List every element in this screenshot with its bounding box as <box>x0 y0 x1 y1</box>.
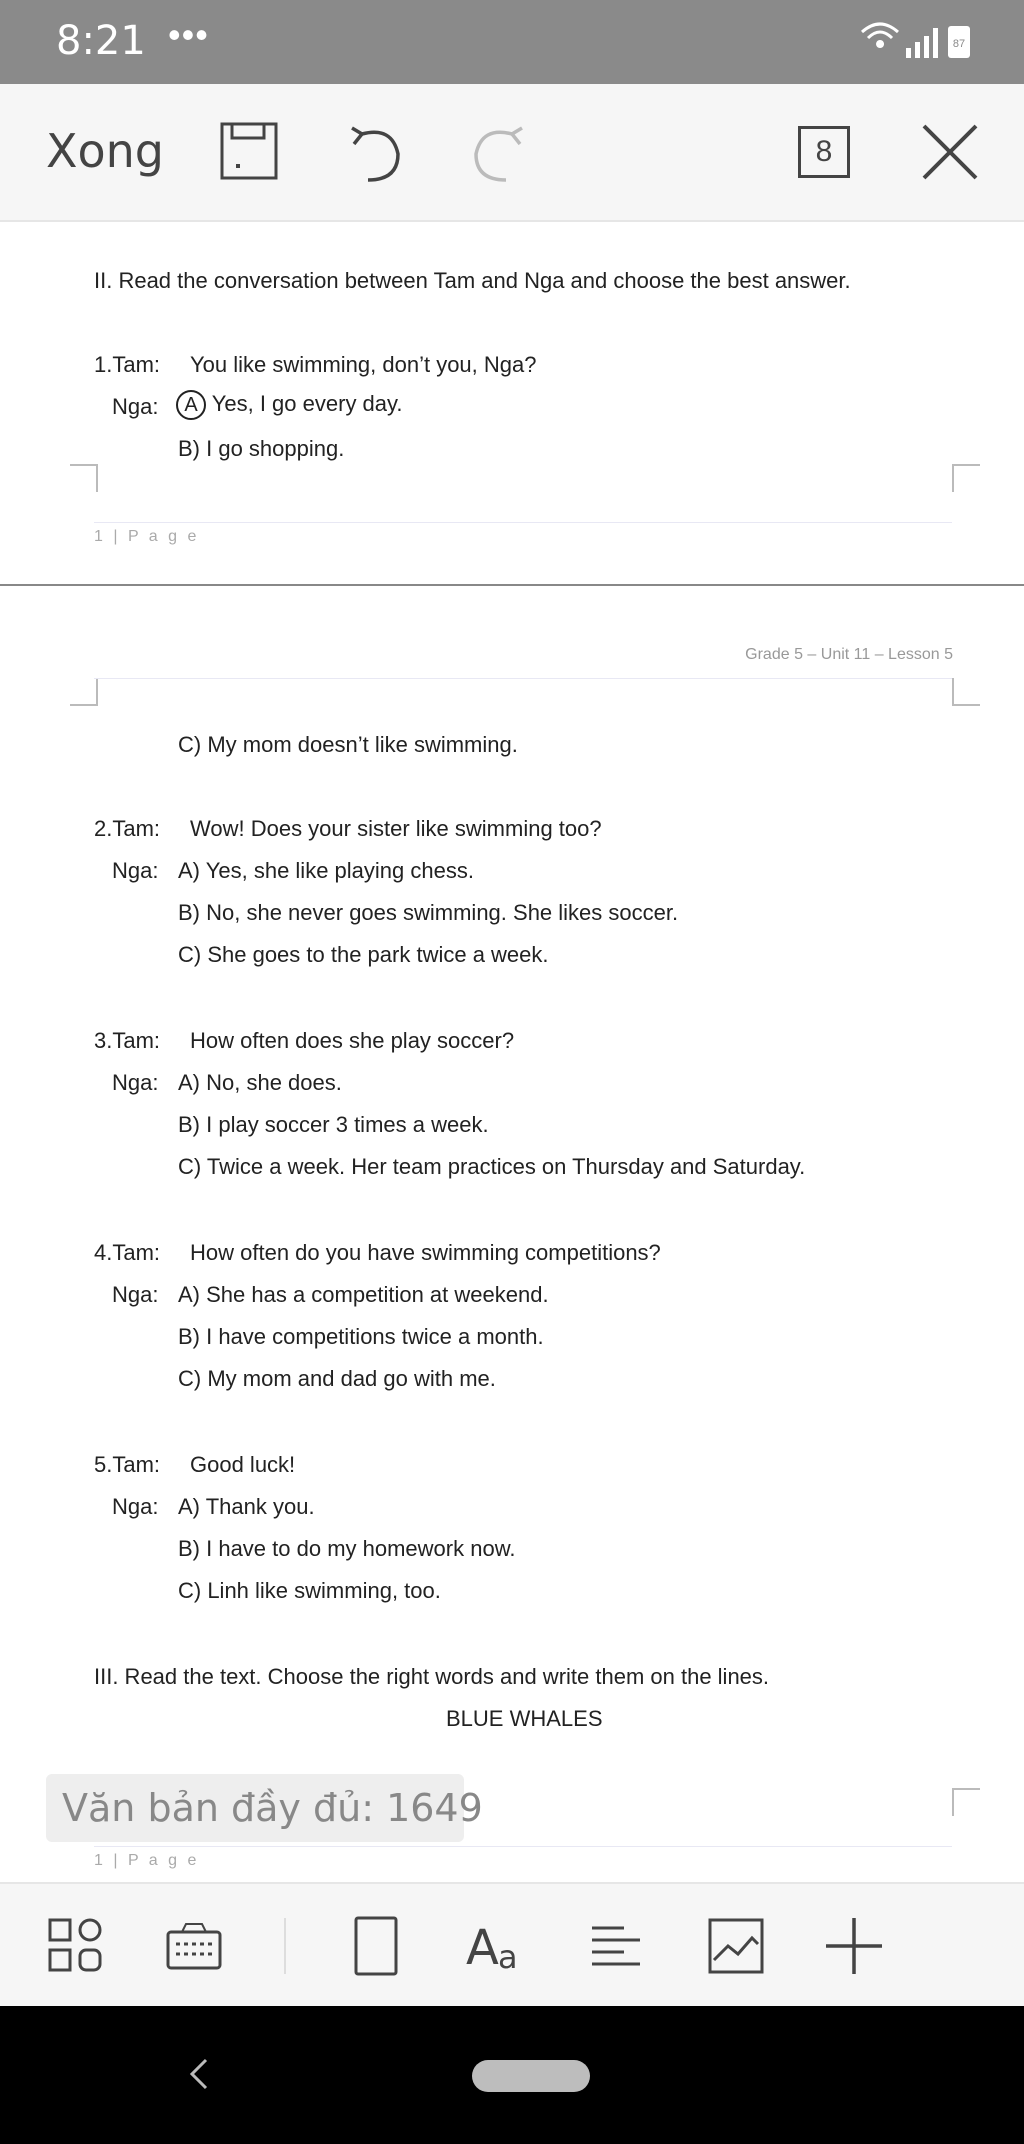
keyboard-icon[interactable] <box>162 1914 226 1978</box>
q2-question: Wow! Does your sister like swimming too? <box>190 816 602 841</box>
page-margin-corner <box>70 678 98 706</box>
page-footer: 1 | P a g e <box>94 528 200 545</box>
q5-answer-b: B) I have to do my homework now. <box>178 1536 516 1561</box>
q4-answer-a: A) She has a competition at weekend. <box>178 1282 549 1307</box>
q4-question: How often do you have swimming competitions? <box>190 1240 661 1265</box>
header-rule <box>94 678 952 679</box>
q3-answer-b: B) I play soccer 3 times a week. <box>178 1112 489 1137</box>
q1-question: You like swimming, don’t you, Nga? <box>190 352 537 377</box>
q2-prompt: 2.Tam: <box>94 816 161 841</box>
section3-title: III. Read the text. Choose the right words and write them on the lines. <box>94 1664 770 1689</box>
q4-prompt: 4.Tam: <box>94 1240 161 1265</box>
q1-prompt: 1.Tam: <box>94 352 161 377</box>
font-format-icon[interactable] <box>464 1914 528 1978</box>
page-layout-icon[interactable] <box>344 1914 408 1978</box>
q5-prompt: 5.Tam: <box>94 1452 161 1477</box>
save-icon[interactable] <box>218 120 282 184</box>
q1-answer-c: C) My mom doesn’t like swimming. <box>178 732 518 757</box>
q2-answer-b: B) No, she never goes swimming. She likes soccer. <box>178 900 679 925</box>
word-count-badge: Văn bản đầy đủ: 1649 <box>46 1774 464 1842</box>
q3-question: How often does she play soccer? <box>190 1028 515 1053</box>
q3-prompt: 3.Tam: <box>94 1028 161 1053</box>
status-bar <box>0 0 1024 84</box>
back-icon[interactable] <box>184 2056 214 2092</box>
page-separator <box>0 584 1024 586</box>
bottom-toolbar <box>0 1882 1024 2006</box>
q2-answer-a: A) Yes, she like playing chess. <box>178 858 474 883</box>
footer-rule <box>94 1846 952 1847</box>
section2-title: II. Read the conversation between Tam and Nga and choose the best answer. <box>94 268 851 293</box>
q1-answer-b: B) I go shopping. <box>178 436 345 461</box>
close-icon[interactable] <box>918 120 982 184</box>
q3-speaker: Nga: <box>112 1070 159 1095</box>
system-navigation-bar <box>0 2006 1024 2144</box>
q4-answer-c: C) My mom and dad go with me. <box>178 1366 496 1391</box>
q5-answer-a: A) Thank you. <box>178 1494 315 1519</box>
home-pill[interactable] <box>472 2060 590 2092</box>
notification-dots-icon: ••• <box>168 14 209 55</box>
q5-answer-c: C) Linh like swimming, too. <box>178 1578 441 1603</box>
editor-toolbar <box>0 84 1024 222</box>
page-margin-corner <box>952 678 980 706</box>
footer-rule <box>94 522 952 523</box>
q2-speaker: Nga: <box>112 858 159 883</box>
q3-answer-c: C) Twice a week. Her team practices on Thursday and Saturday. <box>178 1154 806 1179</box>
undo-icon[interactable] <box>342 120 406 184</box>
signal-battery-icons <box>860 22 980 62</box>
document-canvas[interactable] <box>0 222 1024 1882</box>
page-header: Grade 5 – Unit 11 – Lesson 5 <box>745 646 953 663</box>
page-footer: 1 | P a g e <box>94 1852 200 1869</box>
svg-text:a: a <box>498 1938 518 1976</box>
page-margin-corner <box>70 464 98 492</box>
q5-question: Good luck! <box>190 1452 296 1477</box>
done-button[interactable]: Xong <box>46 124 165 178</box>
circled-answer-mark: A <box>176 390 206 420</box>
q1-speaker: Nga: <box>112 394 159 419</box>
page-margin-corner <box>952 464 980 492</box>
q5-speaker: Nga: <box>112 1494 159 1519</box>
view-mode-icon[interactable] <box>44 1914 108 1978</box>
q4-answer-b: B) I have competitions twice a month. <box>178 1324 544 1349</box>
insert-plus-icon[interactable] <box>822 1914 886 1978</box>
section3-heading: BLUE WHALES <box>446 1706 603 1731</box>
insert-image-icon[interactable] <box>704 1914 768 1978</box>
status-time: 8:21 <box>56 18 146 64</box>
svg-text:A: A <box>466 1920 499 1976</box>
page-count-button[interactable]: 8 <box>798 126 850 178</box>
toolbar-divider <box>284 1918 286 1974</box>
q3-answer-a: A) No, she does. <box>178 1070 342 1095</box>
paragraph-align-icon[interactable] <box>584 1914 648 1978</box>
redo-icon[interactable] <box>468 120 532 184</box>
q4-speaker: Nga: <box>112 1282 159 1307</box>
q1-answer-a: A Yes, I go every day. <box>176 390 403 420</box>
page-margin-corner <box>952 1788 980 1816</box>
q2-answer-c: C) She goes to the park twice a week. <box>178 942 549 967</box>
battery-level: 87 <box>952 38 966 50</box>
